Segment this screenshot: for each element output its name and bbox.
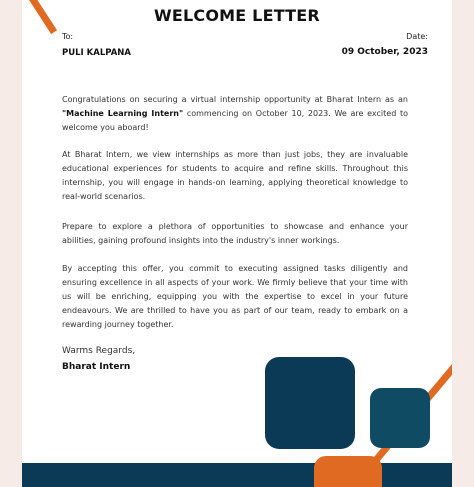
paragraph-1-rest: commencing on October 10, 2023. We are excited to welcome you aboard! — [62, 109, 408, 132]
paragraph-about-internship: At Bharat Intern, we view internships as more than just jobs, they are invaluable educational experiences for students to acquire and refine skills. Throughout this internship, you will engage in hands-on learning, applying theoretical knowledge to real-world scenarios. — [62, 150, 408, 201]
navy-rounded-square-decoration — [265, 357, 355, 449]
to-label: To: — [62, 32, 74, 41]
paragraph-1-intro: Congratulations on securing a virtual internship opportunity at Bharat Intern as an — [62, 95, 408, 104]
paragraph-commitment: By accepting this offer, you commit to executing assigned tasks diligently and ensuring excellence in all aspects of your work. We firmly believe that your time with us will be enriching, equipping you with the expertise to excel in your future endeavours. We are thrilled to have you as part of our team, ready to embark on a rewarding journey together. — [62, 264, 408, 329]
teal-rounded-square-decoration — [370, 388, 430, 448]
signer-name: Bharat Intern — [62, 362, 131, 372]
letter-date: 09 October, 2023 — [341, 47, 428, 57]
page-title: WELCOME LETTER — [154, 6, 320, 25]
closing-salutation: Warms Regards, — [62, 346, 136, 356]
orange-block-decoration — [314, 456, 382, 487]
date-label: Date: — [406, 32, 428, 41]
paragraph-congratulations — [62, 93, 408, 135]
paragraph-opportunities: Prepare to explore a plethora of opportunities to showcase and enhance your abilities, gaining profound insights into the industry's inner workings. — [62, 222, 408, 245]
internship-role: "Machine Learning Intern" — [62, 109, 184, 118]
footer-navy-bar — [22, 463, 452, 487]
recipient-name: PULI KALPANA — [62, 48, 131, 58]
letter-page — [22, 0, 452, 487]
